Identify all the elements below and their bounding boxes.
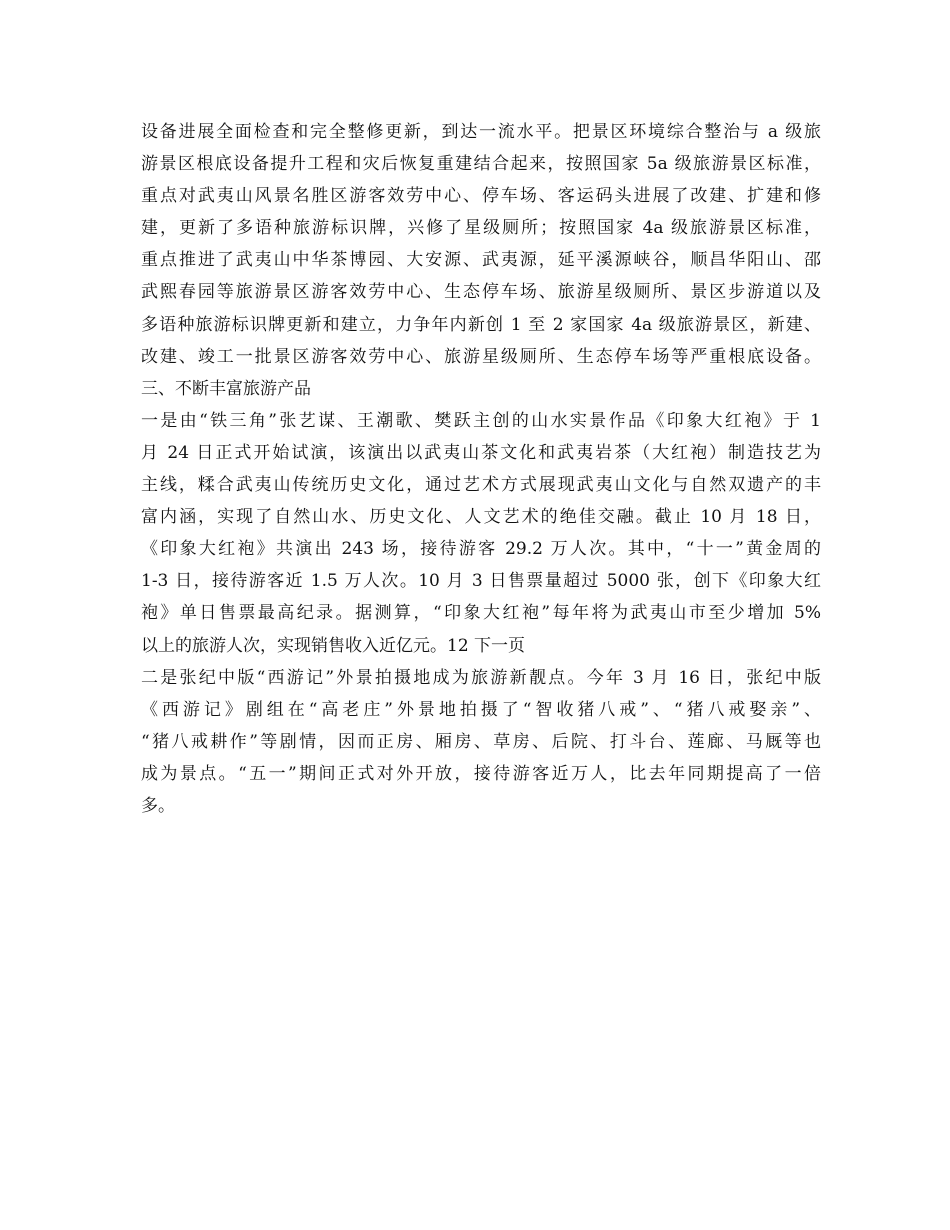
section-heading: 三、不断丰富旅游产品 — [141, 378, 311, 399]
document-body — [141, 116, 821, 822]
text-line: 《印象大红袍》共演出 243 场，接待游客 29.2 万人次。其中，“十一”黄金周的 — [141, 539, 821, 560]
text-line: 富内涵，实现了自然山水、历史文化、人文艺术的绝佳交融。截止 10 月 18 日， — [141, 507, 821, 528]
text-line: 成为景点。“五一”期间正式对外开放，接待游客近万人，比去年同期提高了一倍 — [141, 763, 821, 784]
text-line: 多语种旅游标识牌更新和建立，力争年内新创 1 至 2 家国家 4a 级旅游景区，新建、 — [141, 314, 821, 335]
text-line: 1-3 日，接待游客近 1.5 万人次。10 月 3 日售票量超过 5000 张，创下《印象大红 — [141, 571, 821, 592]
text-line: 重点推进了武夷山中华茶博园、大安源、武夷源，延平溪源峡谷，顺昌华阳山、邵 — [141, 250, 821, 271]
text-line: 《西游记》剧组在“高老庄”外景地拍摄了“智收猪八戒”、“猪八戒娶亲”、 — [141, 699, 821, 720]
text-line: 武熙春园等旅游景区游客效劳中心、生态停车场、旅游星级厕所、景区步游道以及 — [141, 282, 821, 303]
text-line: 改建、竣工一批景区游客效劳中心、旅游星级厕所、生态停车场等严重根底设备。 — [141, 346, 821, 367]
text-line: 多。 — [141, 795, 175, 816]
text-line: 重点对武夷山风景名胜区游客效劳中心、停车场、客运码头进展了改建、扩建和修 — [141, 186, 821, 207]
text-line: 一是由“铁三角”张艺谋、王潮歌、樊跃主创的山水实景作品《印象大红袍》于 1 — [141, 410, 821, 431]
text-line: 建，更新了多语种旅游标识牌，兴修了星级厕所；按照国家 4a 级旅游景区标准， — [141, 218, 821, 239]
text-line: 月 24 日正式开始试演，该演出以武夷山茶文化和武夷岩茶（大红袍）制造技艺为 — [141, 442, 821, 463]
text-line: 游景区根底设备提升工程和灾后恢复重建结合起来，按照国家 5a 级旅游景区标准， — [141, 154, 821, 175]
text-line: “猪八戒耕作”等剧情，因而正房、厢房、草房、后院、打斗台、莲廊、马厩等也 — [141, 731, 821, 752]
text-line: 以上的旅游人次，实现销售收入近亿元。12 下一页 — [141, 635, 526, 656]
text-line: 设备进展全面检查和完全整修更新，到达一流水平。把景区环境综合整治与 a 级旅 — [141, 122, 821, 142]
text-line: 主线，糅合武夷山传统历史文化，通过艺术方式展现武夷山文化与自然双遗产的丰 — [141, 475, 821, 496]
text-line: 二是张纪中版“西游记”外景拍摄地成为旅游新靓点。今年 3 月 16 日，张纪中版 — [141, 667, 821, 688]
text-line: 袍》单日售票最高纪录。据测算，“印象大红袍”每年将为武夷山市至少增加 5% — [141, 603, 821, 624]
